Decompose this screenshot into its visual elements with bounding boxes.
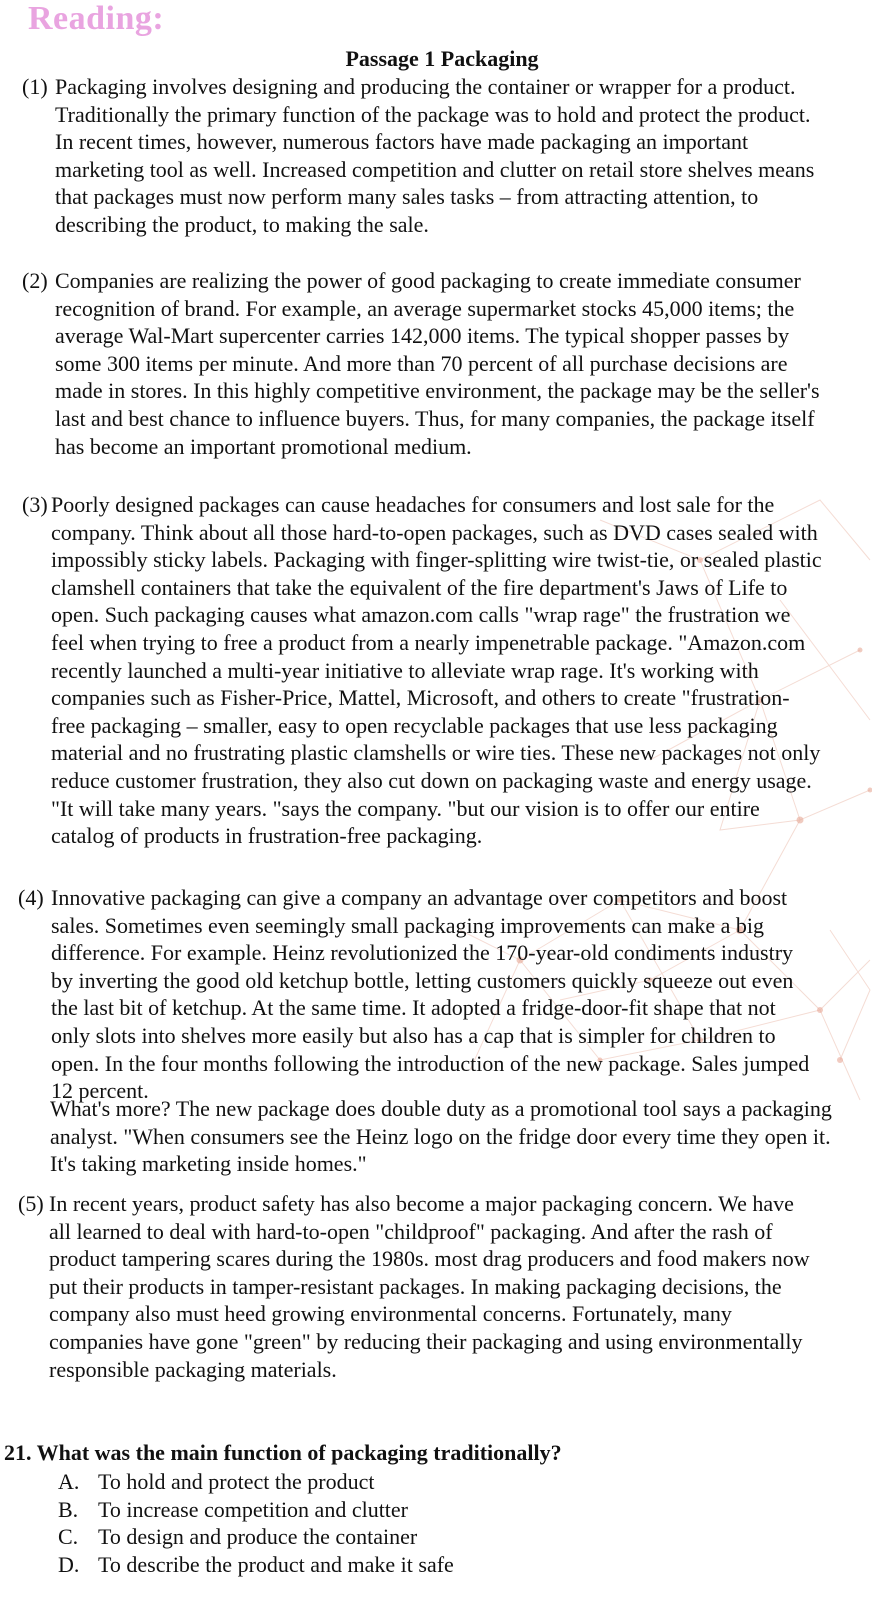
paragraph-number: (1) [22,74,48,99]
option-c[interactable] [58,1523,838,1551]
question-21: 21. What was the main function of packaging traditionally? [4,1440,562,1465]
option-d[interactable] [58,1551,838,1579]
paragraph-text: In recent years, product safety has also become a major packaging concern. We have all learned to deal with hard-to-open "childproof" packaging. And after the rash of product tampering scares during the 1980s. most drag producers and food makers now put their products in tamper-resistant packages. In making packaging decisions, the company also must heed growing environmental concerns. Fortunately, many companies have gone "green" by reducing their packaging and using environmentally responsible packaging materials. [49,1191,810,1382]
paragraph-5 [18,1190,818,1383]
option-letter: B. [58,1496,79,1522]
option-a[interactable] [58,1468,838,1496]
option-b[interactable] [58,1496,838,1524]
paragraph-number: (5) [18,1191,44,1216]
paragraph-text: Innovative packaging can give a company an advantage over competitors and boost sales. Sometimes even seemingly small packaging improvements can make a big difference. For example. Heinz revolutionized the 170-year-old condiments industry by inverting the good old ketchup bottle, letting customers quickly squeeze out even the last bit of ketchup. At the same time. It adopted a fridge-door-fit shape that not only slots into shelves more easily but also has a cap that is simpler for children to open. In the four months following the introduction of the new package. Sales jumped 12 percent. [51,885,810,1104]
paragraph-text: Companies are realizing the power of good packaging to create immediate consumer recognition of brand. For example, an average supermarket stocks 45,000 items; the average Wal-Mart supercenter carries 142,000 items. The typical shopper passes by some 300 items per minute. And more than 70 percent of all purchase decisions are made in stores. In this highly competitive environment, the package may be the seller's last and best chance to influence buyers. Thus, for many companies, the package itself has become an important promotional medium. [55,268,820,459]
option-text: To hold and protect the product [98,1469,375,1494]
paragraph-number: (2) [22,268,48,293]
paragraph-2 [22,267,822,460]
option-text: To increase competition and clutter [98,1496,409,1522]
paragraph-1 [22,73,822,239]
option-text: To describe the product and make it safe [98,1551,454,1577]
option-letter: D. [58,1551,80,1577]
option-letter: C. [58,1524,79,1550]
answer-options [58,1468,838,1578]
paragraph-text: Poorly designed packages can cause headaches for consumers and lost sale for the company. Think about all those hard-to-open packages, such as DVD cases sealed with impossibly sticky labels. Packaging with finger-splitting wire twist-tie, or sealed plastic clamshell containers that take the equivalent of the fire department's Jaws of Life to open. Such packaging causes what amazon.com calls "wrap rage" the frustration we feel when trying to free a product from a nearly impenetrable package. "Amazon.com recently launched a multi-year initiative to alleviate wrap rage. It's working with companies such as Fisher-Price, Mattel, Microsoft, and others to create "frustration-free packaging – smaller, easy to open recyclable packages that use less packaging material and no frustrating plastic clamshells or wire ties. These new packages not only reduce customer frustration, they also cut down on packaging waste and energy usage. "It will take many years. "says the company. "but our vision is to offer our entire catalog of products in frustration-free packaging. [51,492,822,849]
paragraph-4 [18,884,818,1105]
passage-title: Passage 1 Packaging [345,46,539,71]
paragraph-number: (3) [22,492,48,517]
paragraph-number: (4) [18,885,44,910]
option-text: To design and produce the container [98,1524,418,1550]
paragraph-3 [22,491,822,850]
paragraph-4-continued: What's more? The new package does double duty as a promotional tool says a packaging analyst. "When consumers see the Heinz logo on the fridge door every time they open it. It's taking marketing inside homes." [50,1096,832,1177]
paragraph-text: Packaging involves designing and producing the container or wrapper for a product. Traditionally the primary function of the package was to hold and protect the product. In recent times, however, numerous factors have made packaging an important marketing tool as well. Increased competition and clutter on retail store shelves means that packages must now perform many sales tasks – from attracting attention, to describing the product, to making the sale. [55,74,815,237]
section-heading: Reading: [28,0,165,37]
option-letter: A. [58,1469,80,1494]
